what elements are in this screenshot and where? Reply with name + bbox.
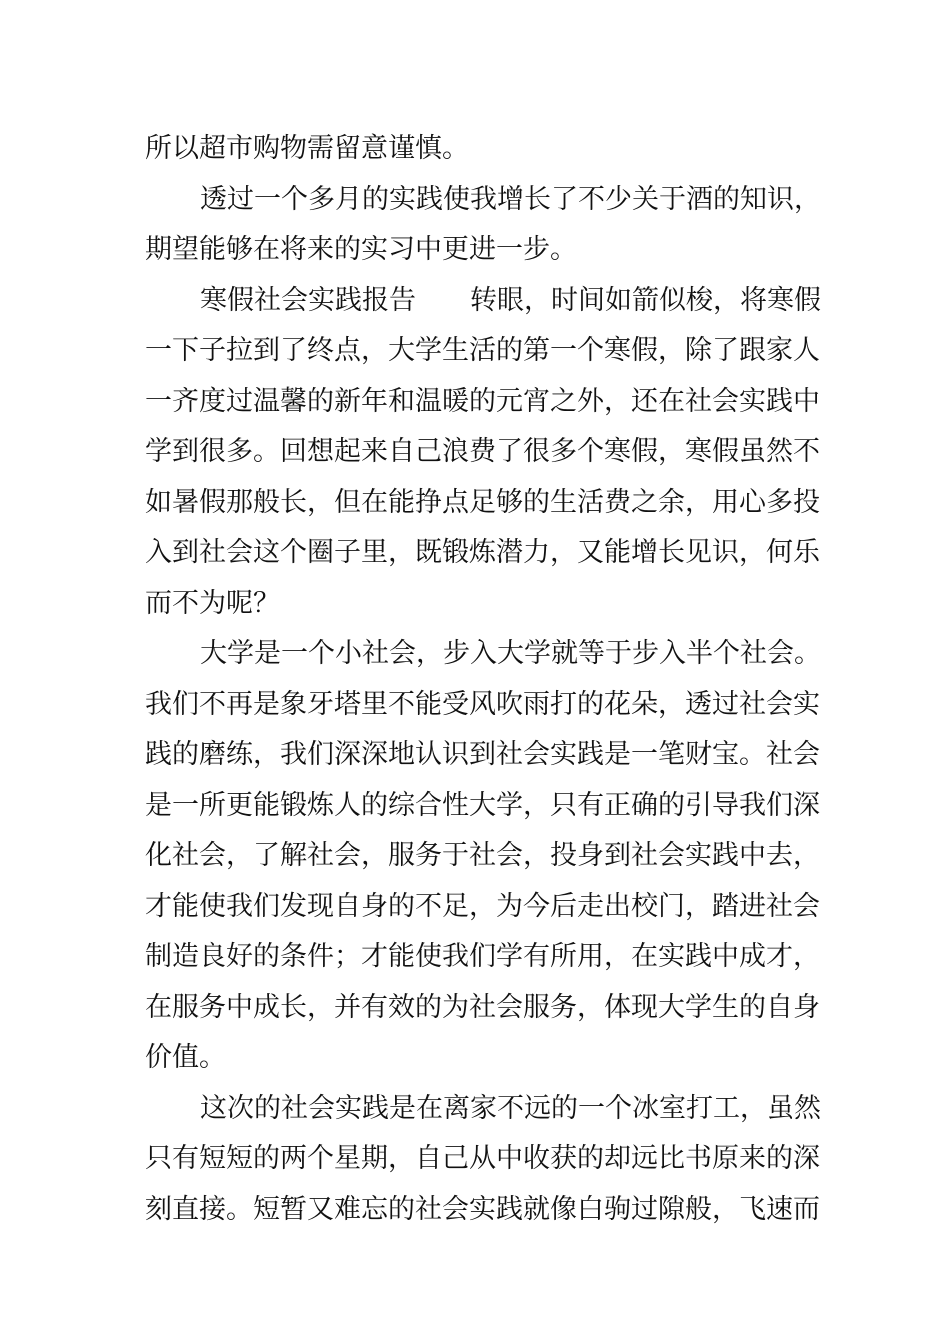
paragraph-first-line: 寒假社会实践报告 转眼，时间如箭似梭，将寒假: [200, 284, 821, 316]
text-line: 只有短短的两个星期，自己从中收获的却远比书原来的深: [145, 1143, 820, 1174]
text-line: 一齐度过温馨的新年和温暖的元宵之外，还在社会实践中: [145, 385, 820, 417]
text-line: 刻直接。短暂又难忘的社会实践就像白驹过隙般，飞速而: [145, 1193, 820, 1225]
document-body: [145, 124, 821, 1235]
text-line: 才能使我们发现自身的不足，为今后走出校门，踏进社会: [145, 890, 820, 922]
text-line: 学到很多。回想起来自己浪费了很多个寒假，寒假虽然不: [145, 436, 820, 467]
text-line: 入到社会这个圈子里，既锻炼潜力，又能增长见识，何乐: [145, 537, 820, 568]
text-line: 我们不再是象牙塔里不能受风吹雨打的花朵，透过社会实: [145, 688, 820, 720]
text-line: 价值。: [145, 1042, 226, 1073]
text-line: 期望能够在将来的实习中更进一步。: [145, 234, 577, 265]
text-line: 在服务中成长，并有效的为社会服务，体现大学生的自身: [145, 991, 820, 1023]
paragraph-first-line: 大学是一个小社会，步入大学就等于步入半个社会。: [200, 638, 821, 669]
text-line: 化社会，了解社会，服务于社会，投身到社会实践中去，: [145, 840, 820, 871]
text-line: 一下子拉到了终点，大学生活的第一个寒假，除了跟家人: [145, 335, 820, 366]
text-line: 而不为呢？: [145, 587, 280, 619]
text-line: 如暑假那般长，但在能挣点足够的生活费之余，用心多投: [145, 486, 820, 518]
paragraph-first-line: 这次的社会实践是在离家不远的一个冰室打工，虽然: [200, 1092, 821, 1124]
text-line: 制造良好的条件；才能使我们学有所用，在实践中成才，: [145, 941, 820, 972]
text-line: 是一所更能锻炼人的综合性大学，只有正确的引导我们深: [145, 789, 820, 821]
paragraph-first-line: 透过一个多月的实践使我增长了不少关于酒的知识，: [200, 183, 821, 215]
text-line: 践的磨练，我们深深地认识到社会实践是一笔财宝。社会: [145, 739, 820, 770]
text-line: 所以超市购物需留意谨慎。: [145, 133, 469, 164]
